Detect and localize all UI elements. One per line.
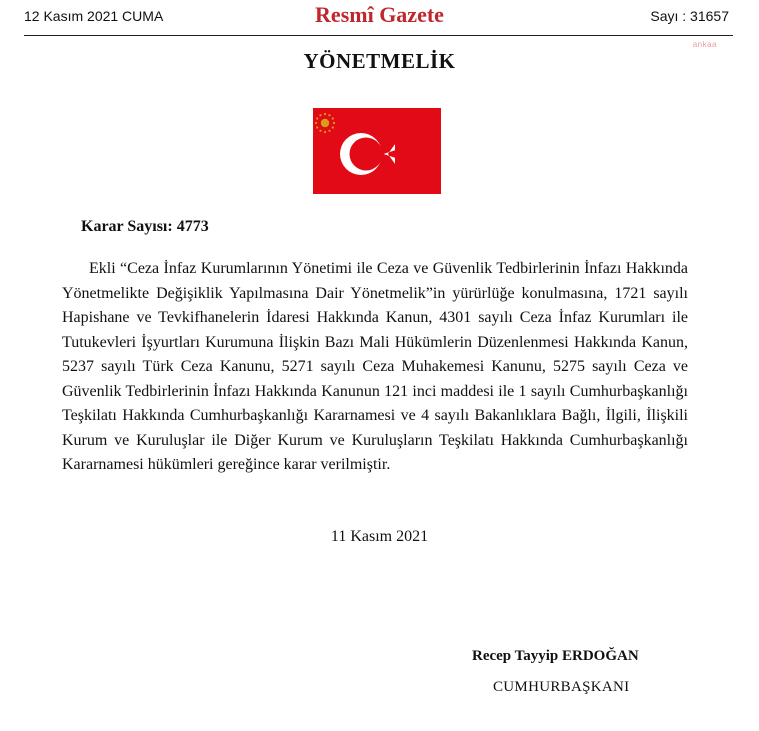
flag-graphic (313, 108, 441, 194)
signer-title: CUMHURBAŞKANI (493, 679, 630, 695)
header-divider (24, 35, 733, 36)
watermark: ankaa (692, 40, 717, 49)
turkish-flag-icon (313, 108, 441, 194)
document-type: YÖNETMELİK (303, 49, 456, 73)
issue-number: Sayı : 31657 (650, 8, 729, 24)
body-paragraph: Ekli “Ceza İnfaz Kurumlarının Yönetimi ile Ceza ve Güvenlik Tedbirlerinin İnfazı Hakkında Yönetmelikte Değişiklik Yapılmasına Dair Yönetmelik”in yürürlüğe konulmasına, 1721 sayılı Hapishane ve Tevkifhanelerin İdaresi Hakkında Kanun, 4301 sayılı Ceza İnfaz Kurumları ile Tutukevleri İşyurtları Kurumuna İlişkin Bazı Mali Hükümlerin Düzenlenmesi Hakkında Kanun, 5237 sayılı Türk Ceza Kanunu, 5271 sayılı Ceza Muhakemesi Kanunu, 5275 sayılı Ceza ve Güvenlik Tedbirlerinin İnfazı Hakkında Kanunun 121 inci maddesi ile 1 sayılı Cumhurbaşkanlığı Teşkilatı Hakkında Cumhurbaşkanlığı Kararnamesi ve 4 sayılı Bakanlıklara Bağlı, İlgili, İlişkili Kurum ve Kuruluşlar ile Diğer Kurum ve Kuruluşların Teşkilatı Hakkında Cumhurbaşkanlığı Kararnamesi hükümleri gereğince karar verilmiştir. (62, 260, 688, 473)
decision-number: Karar Sayısı: 4773 (81, 218, 209, 235)
header-date: 12 Kasım 2021 CUMA (24, 8, 164, 24)
gazette-title: Resmî Gazete (315, 2, 444, 27)
signer-name: Recep Tayyip ERDOĞAN (472, 648, 639, 664)
document-date: 11 Kasım 2021 (330, 528, 429, 545)
